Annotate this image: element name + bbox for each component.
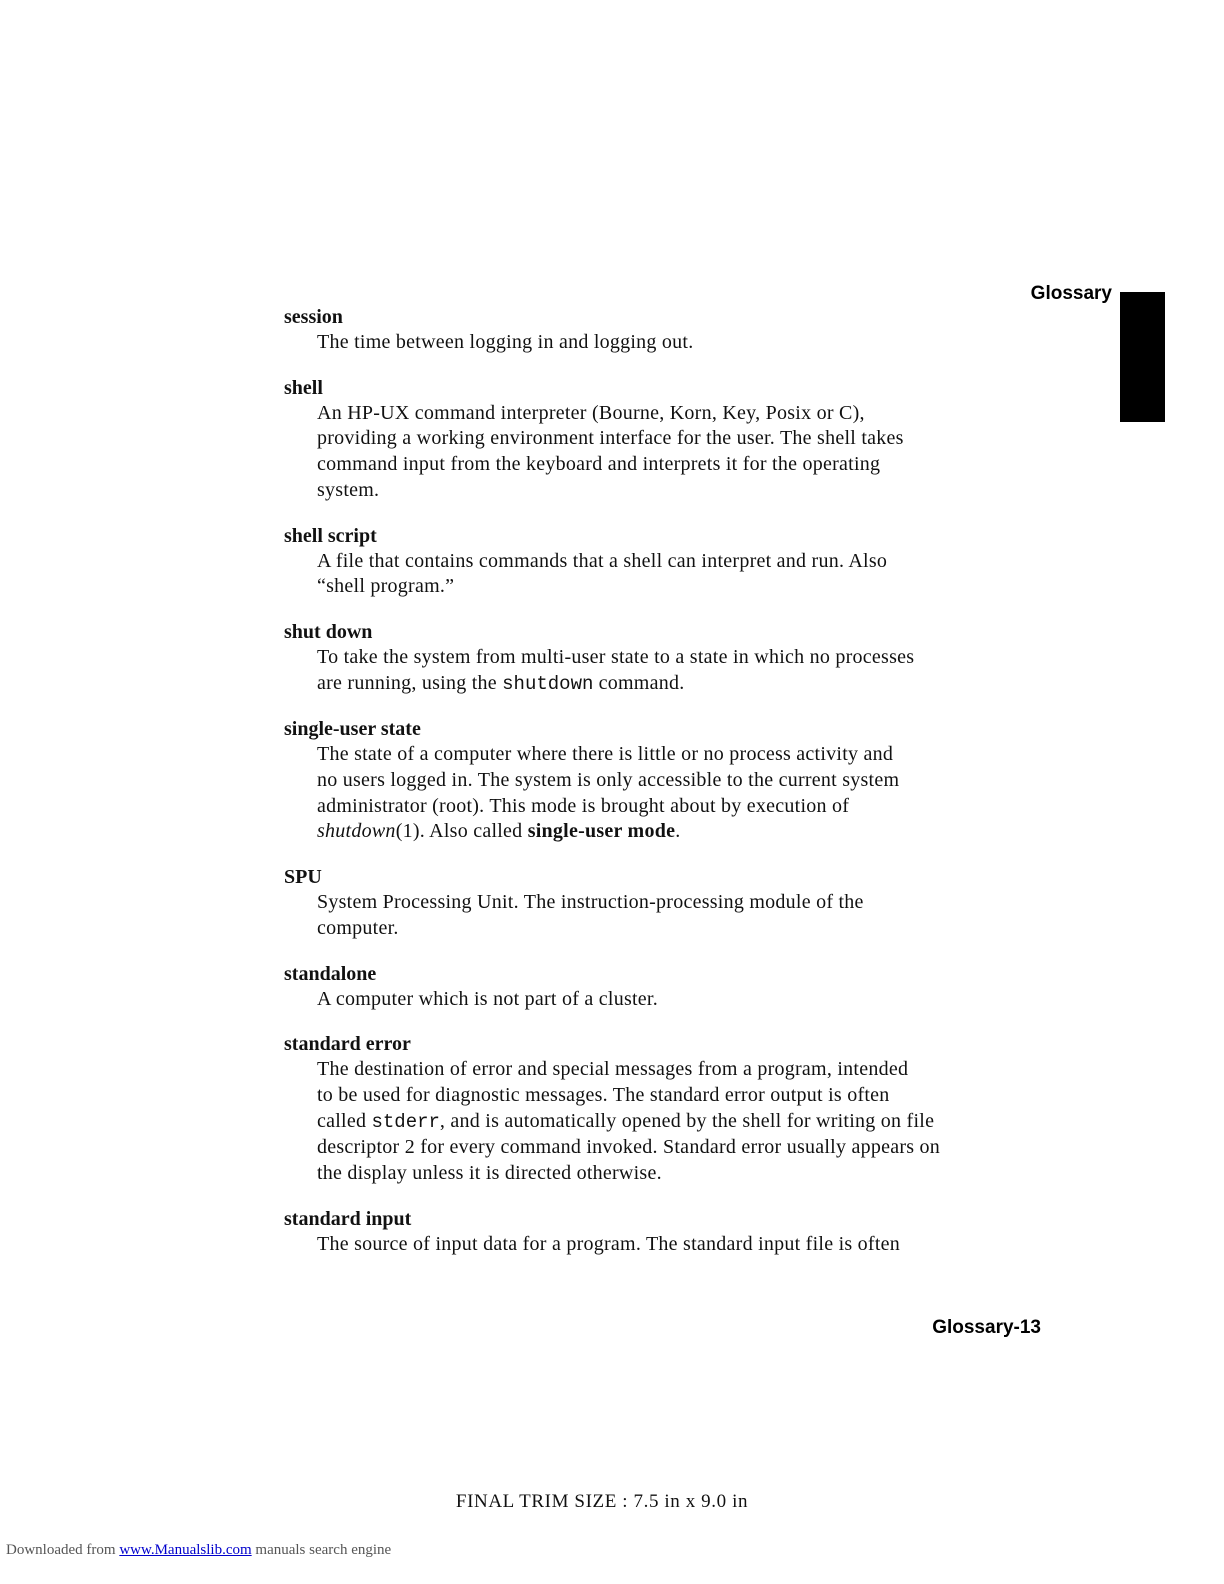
section-header-label: Glossary (1030, 283, 1112, 304)
glossary-entry-standalone (284, 961, 1054, 1013)
glossary-definition-line: The state of a computer where there is little or no process activity and (317, 743, 894, 766)
glossary-definition-line: A computer which is not part of a cluster. (317, 987, 658, 1010)
manpage-reference: shutdown (317, 820, 396, 843)
glossary-definition-line (317, 1109, 1054, 1136)
glossary-entry-standard-input (284, 1206, 1054, 1258)
glossary-definition-line (317, 819, 1054, 845)
glossary-definition-line: System Processing Unit. The instruction-processing module of the (317, 891, 864, 914)
glossary-definition-line: The destination of error and special messages from a program, intended (317, 1058, 909, 1081)
definition-text: . (675, 820, 681, 843)
definition-text: called (317, 1109, 372, 1132)
glossary-term: standard error (284, 1033, 411, 1056)
glossary-term: standard input (284, 1207, 412, 1230)
glossary-definition: The time between logging in and logging out. (317, 331, 694, 353)
glossary-definition-line: The source of input data for a program. The standard input file is often (317, 1232, 901, 1255)
glossary-entry-spu (284, 864, 1054, 941)
cross-reference-term: single-user mode (527, 820, 676, 843)
glossary-definition-line: command input from the keyboard and interprets it for the operating (317, 453, 881, 476)
glossary-entry-shut-down (284, 619, 1054, 697)
glossary-definition-line: no users logged in. The system is only accessible to the current system (317, 769, 900, 792)
definition-text: (1). Also called (395, 820, 528, 843)
trim-size-note: FINAL TRIM SIZE : 7.5 in x 9.0 in (455, 1491, 749, 1512)
glossary-definition-line: system. (317, 478, 380, 501)
glossary-definition-line: the display unless it is directed otherwise. (317, 1162, 662, 1185)
glossary-term: shell script (284, 524, 377, 547)
glossary-definition-line (317, 671, 1054, 698)
download-suffix: manuals search engine (251, 1542, 392, 1558)
download-footer (6, 1542, 391, 1559)
glossary-definition-line: administrator (root). This mode is brought about by execution of (317, 794, 850, 817)
glossary-term: shut down (284, 620, 373, 643)
glossary-term: session (284, 306, 343, 328)
manualslib-link[interactable]: www.Manualslib.com (119, 1542, 252, 1558)
glossary-term: shell (284, 376, 323, 399)
glossary-term: standalone (284, 962, 377, 985)
glossary-list (284, 304, 1054, 1276)
glossary-definition-line: providing a working environment interface for the user. The shell takes (317, 427, 904, 450)
glossary-definition-line: to be used for diagnostic messages. The standard error output is often (317, 1083, 890, 1106)
glossary-term: single-user state (284, 718, 421, 741)
glossary-entry-shell-script (284, 523, 1054, 600)
glossary-definition-line: An HP-UX command interpreter (Bourne, Korn, Key, Posix or C), (317, 401, 865, 424)
definition-text: command. (593, 671, 685, 694)
glossary-entry-standard-error (284, 1031, 1054, 1187)
definition-text: , and is automatically opened by the shell for writing on file (439, 1109, 935, 1132)
stream-name: stderr (371, 1110, 440, 1133)
glossary-definition-line: A file that contains commands that a shell can interpret and run. Also (317, 549, 888, 572)
definition-text: are running, using the (317, 671, 503, 694)
glossary-definition-line: computer. (317, 916, 399, 939)
glossary-definition-line: To take the system from multi-user state to a state in which no processes (317, 645, 915, 668)
thumb-index-tab (1120, 292, 1165, 422)
glossary-definition-line: descriptor 2 for every command invoked. Standard error usually appears on (317, 1136, 941, 1159)
glossary-entry-single-user-state (284, 716, 1054, 845)
glossary-entry-session (284, 304, 1054, 356)
download-prefix: Downloaded from (6, 1542, 120, 1558)
glossary-entry-shell (284, 375, 1054, 504)
glossary-term: SPU (284, 866, 322, 889)
command-name: shutdown (502, 672, 594, 695)
glossary-definition-line: “shell program.” (317, 575, 455, 598)
page-number: Glossary-13 (932, 1317, 1041, 1338)
